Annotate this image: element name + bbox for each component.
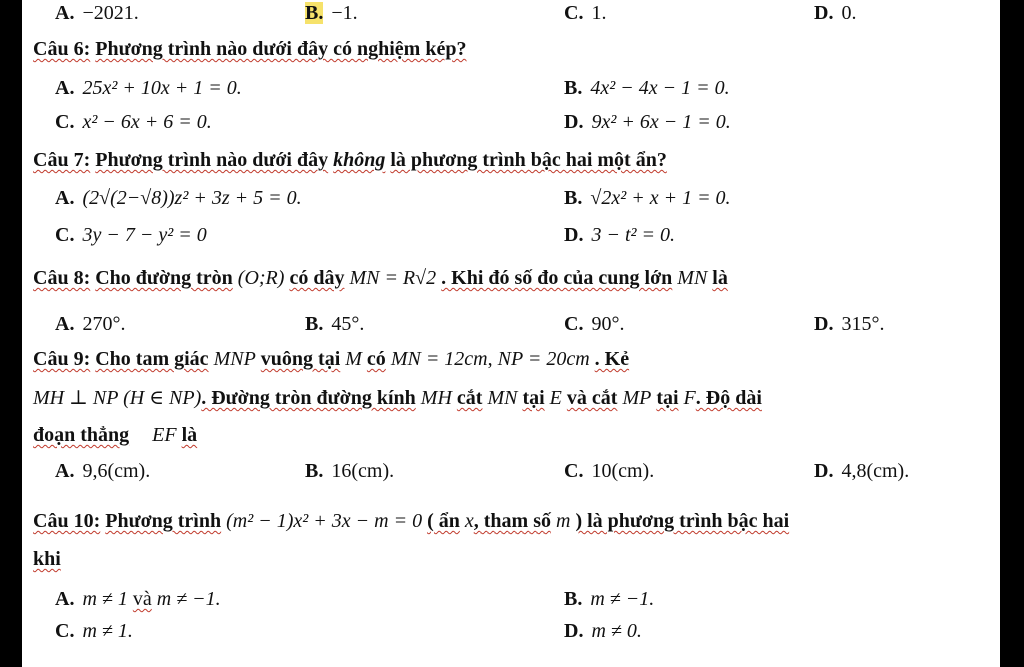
math-variable-m: m	[555, 510, 571, 532]
q6-question	[33, 38, 1011, 61]
option-value: x² − 6x + 6 = 0.	[82, 111, 212, 133]
q6-option-b	[564, 77, 730, 100]
q5-option-b	[305, 2, 358, 25]
question-text: khi	[33, 548, 61, 570]
option-label: B.	[305, 2, 324, 24]
q10-question-line-2	[33, 548, 1011, 571]
question-label: Câu 6:	[33, 38, 91, 60]
math-mh: MH	[420, 387, 452, 409]
question-text: . Đường tròn đường kính	[201, 387, 416, 409]
option-value: 1.	[591, 2, 607, 24]
q7-option-d	[564, 224, 675, 247]
question-text: vuông tại	[260, 348, 341, 370]
option-value: 3 − t² = 0.	[591, 224, 675, 246]
option-label: A.	[55, 187, 75, 209]
option-value: 90°.	[591, 313, 625, 335]
question-text: đoạn thẳng	[33, 424, 130, 446]
question-label: Câu 7:	[33, 149, 91, 171]
question-label: Câu 9:	[33, 348, 91, 370]
math-mp: MP	[622, 387, 652, 409]
option-label: D.	[564, 620, 584, 642]
question-text: tại	[522, 387, 545, 409]
option-label: B.	[564, 187, 583, 209]
option-label: C.	[55, 224, 75, 246]
separator: ,	[487, 348, 493, 370]
q9-option-c	[564, 460, 654, 483]
question-text: ) là phương trình bậc hai	[575, 510, 790, 532]
math-point-f: F	[683, 387, 696, 409]
option-value: m ≠ 1	[82, 588, 128, 610]
math-variable-x: x	[464, 510, 474, 532]
q10-option-a	[55, 588, 221, 611]
math-chord: MN = R√2	[349, 267, 437, 289]
option-value: 4,8(cm).	[841, 460, 910, 482]
option-value: 9,6(cm).	[82, 460, 151, 482]
question-text: Phương trình nào dưới đây	[95, 149, 329, 171]
option-label: C.	[564, 2, 584, 24]
option-value: 10(cm).	[591, 460, 655, 482]
option-connector: và	[132, 588, 152, 610]
q6-option-a	[55, 77, 242, 100]
option-label: B.	[564, 588, 583, 610]
q10-option-d	[564, 620, 642, 643]
question-text: Cho đường tròn	[95, 267, 233, 289]
question-label: Câu 8:	[33, 267, 91, 289]
question-label: Câu 10:	[33, 510, 101, 532]
option-label: A.	[55, 2, 75, 24]
question-text: và cắt	[566, 387, 618, 409]
option-label: D.	[564, 224, 584, 246]
option-label: A.	[55, 313, 75, 335]
q10-option-c	[55, 620, 133, 643]
q10-option-b	[564, 588, 654, 611]
q9-option-b	[305, 460, 394, 483]
option-label: C.	[55, 111, 75, 133]
question-text: có dây	[289, 267, 345, 289]
option-value: 45°.	[331, 313, 365, 335]
q7-question	[33, 149, 1011, 172]
q8-option-d	[814, 313, 884, 336]
math-mn: MN = 12cm	[390, 348, 488, 370]
option-label: D.	[814, 2, 834, 24]
option-value: √2x² + x + 1 = 0.	[590, 187, 731, 209]
q9-option-d	[814, 460, 909, 483]
q8-question	[33, 267, 1011, 290]
option-value: m ≠ 0.	[591, 620, 642, 642]
q9-question-line-3	[33, 424, 1011, 447]
option-label: A.	[55, 77, 75, 99]
option-value: 315°.	[841, 313, 885, 335]
question-text: là phương trình bậc hai một ẩn?	[390, 149, 667, 171]
q9-question-line-1	[33, 348, 1011, 371]
option-value: −2021.	[82, 2, 139, 24]
option-value: 16(cm).	[331, 460, 395, 482]
math-vertex: M	[345, 348, 362, 370]
q9-option-a	[55, 460, 150, 483]
option-value: 3y − 7 − y² = 0	[82, 224, 207, 246]
option-value: m ≠ −1.	[156, 588, 221, 610]
math-triangle: MNP	[213, 348, 256, 370]
option-label: C.	[564, 460, 584, 482]
q10-question-line-1	[33, 510, 1011, 533]
question-emphasis: không	[333, 149, 386, 171]
q7-option-b	[564, 187, 731, 210]
question-text: , tham số	[473, 510, 551, 532]
option-label: B.	[305, 460, 324, 482]
question-text: . Kẻ	[594, 348, 630, 370]
math-perpendicular: MH ⊥ NP (H ∈ NP)	[33, 387, 202, 409]
option-label: D.	[814, 460, 834, 482]
question-text: . Độ dài	[695, 387, 762, 409]
question-text: là	[712, 267, 728, 289]
q5-option-a	[55, 2, 139, 25]
q6-option-d	[564, 111, 731, 134]
q5-option-d	[814, 2, 856, 25]
math-equation: (m² − 1)x² + 3x − m = 0	[226, 510, 423, 532]
q8-option-c	[564, 313, 624, 336]
question-text: cắt	[456, 387, 483, 409]
q5-option-c	[564, 2, 606, 25]
option-value: 4x² − 4x − 1 = 0.	[590, 77, 730, 99]
math-ef: EF	[152, 424, 177, 446]
q8-option-b	[305, 313, 364, 336]
option-label: C.	[55, 620, 75, 642]
question-text: . Khi đó số đo của cung lớn	[441, 267, 673, 289]
option-value: m ≠ −1.	[590, 588, 655, 610]
question-text: Phương trình	[105, 510, 222, 532]
math-circle: (O;R)	[237, 267, 285, 289]
option-value: (2√(2−√8))z² + 3z + 5 = 0.	[82, 187, 302, 209]
math-point-e: E	[549, 387, 562, 409]
q8-option-a	[55, 313, 125, 336]
option-value: 0.	[841, 2, 857, 24]
option-label: A.	[55, 460, 75, 482]
question-text: Phương trình nào dưới đây có nghiệm kép?	[95, 38, 467, 60]
q7-option-c	[55, 224, 207, 247]
option-label: A.	[55, 588, 75, 610]
option-label: B.	[564, 77, 583, 99]
q6-option-c	[55, 111, 212, 134]
q7-option-a	[55, 187, 302, 210]
option-value: 25x² + 10x + 1 = 0.	[82, 77, 242, 99]
option-value: 270°.	[82, 313, 126, 335]
option-value: −1.	[331, 2, 358, 24]
math-arc: MN	[677, 267, 708, 289]
option-value: 9x² + 6x − 1 = 0.	[591, 111, 731, 133]
math-np: NP = 20cm	[497, 348, 590, 370]
option-label: D.	[814, 313, 834, 335]
exam-page	[22, 0, 1000, 667]
question-text: tại	[656, 387, 679, 409]
question-text: có	[366, 348, 386, 370]
option-value: m ≠ 1.	[82, 620, 133, 642]
option-label: B.	[305, 313, 324, 335]
option-label: D.	[564, 111, 584, 133]
question-text: Cho tam giác	[95, 348, 209, 370]
option-label: C.	[564, 313, 584, 335]
q9-question-line-2	[33, 385, 1011, 410]
question-text: là	[181, 424, 198, 446]
question-text: ( ẩn	[427, 510, 460, 532]
math-mn: MN	[487, 387, 518, 409]
